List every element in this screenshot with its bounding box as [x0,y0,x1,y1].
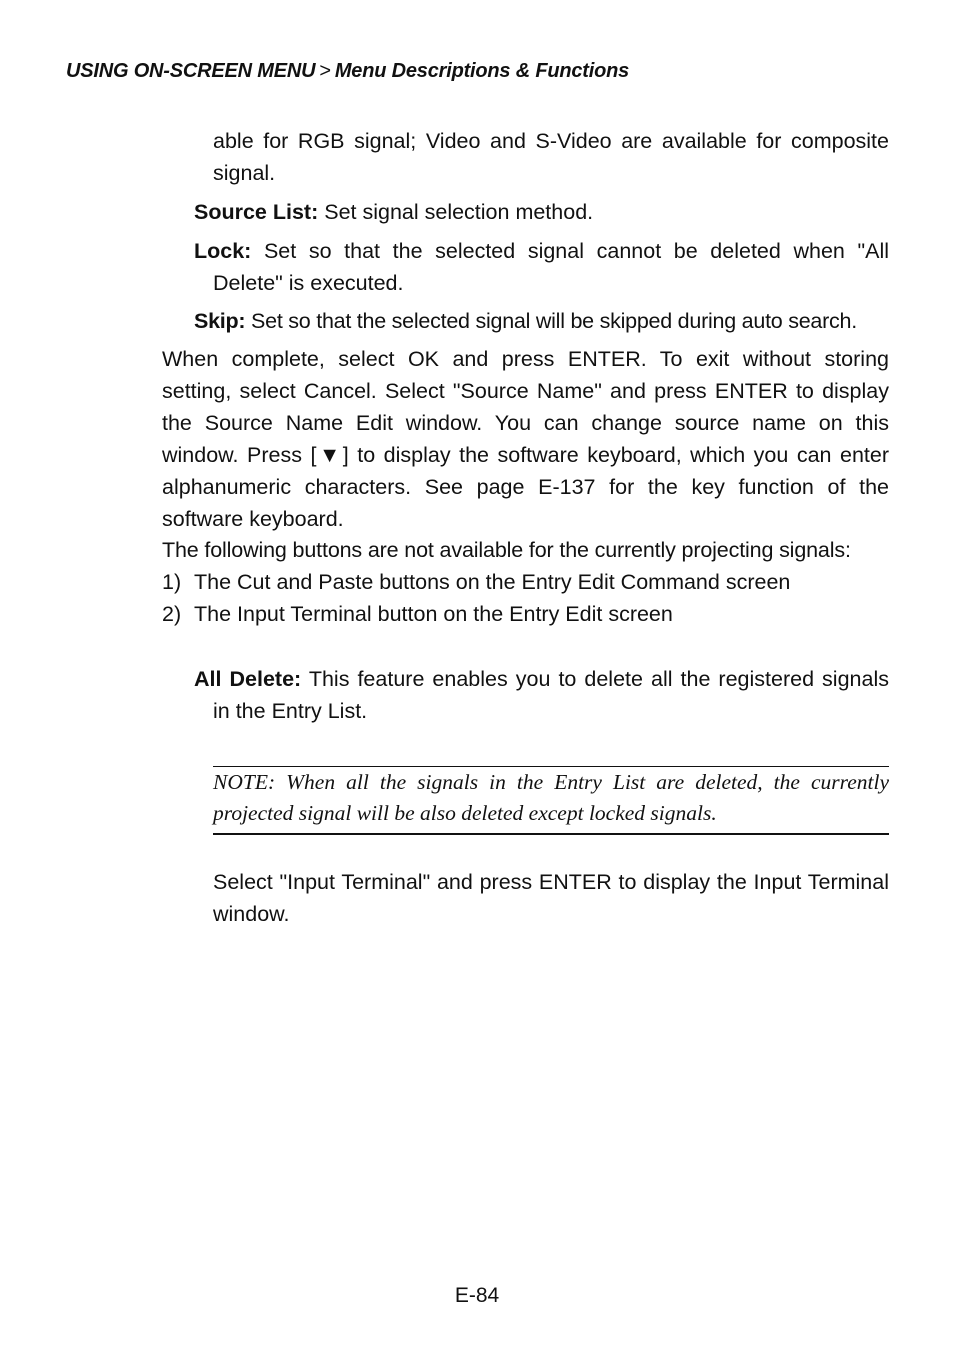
skip-text: Set so that the selected signal will be skipped during auto search. [245,309,857,333]
continued-paragraph: able for RGB signal; Video and S-Video are available for composite signal. [213,129,889,185]
unavailable-buttons-list [162,566,889,630]
running-header [66,60,629,83]
header-separator: > [319,60,331,82]
note-box [213,766,889,835]
when-complete-paragraph: When complete, select OK and press ENTER. To exit without storing setting, select Cancel. Select "Source Name" and press ENTER to display the Source Name Edit window. You can change source name on this window. Press [▼] to display the software keyboard, which you can enter alphanumeric characters. See page E-137 for the key function of the software keyboard. [162,347,889,531]
lock-text: Set so that the selected signal cannot be deleted when "All Delete" is executed. [213,239,889,295]
lock-item [194,235,889,299]
header-subsection: Menu Descriptions & Functions [334,60,630,82]
all-delete-text: This feature enables you to delete all the registered signals in the Entry List. [213,667,889,723]
source-list-term: Source List: [194,200,319,224]
source-list-item [194,196,889,228]
page-number: E-84 [454,1284,500,1307]
following-paragraph: The following buttons are not available for the currently projecting signals: [162,538,851,562]
list-item-text: The Input Terminal button on the Entry Edit screen [194,602,673,626]
list-item-number: 1) [162,570,182,594]
skip-term: Skip: [194,309,246,333]
all-delete-term: All Delete: [194,667,302,691]
list-item [162,566,889,598]
list-item-text: The Cut and Paste buttons on the Entry Edit Command screen [194,570,791,594]
lock-term: Lock: [194,239,252,263]
header-section: USING ON-SCREEN MENU [66,60,316,82]
list-item-number: 2) [162,602,182,626]
source-list-text: Set signal selection method. [318,200,594,224]
skip-item [194,305,889,337]
select-input-terminal-paragraph: Select "Input Terminal" and press ENTER to display the Input Terminal window. [213,870,889,926]
list-item [162,598,889,630]
note-text: NOTE: When all the signals in the Entry List are deleted, the currently projected signal will be also deleted except locked signals. [213,770,889,825]
all-delete-item [194,663,889,727]
